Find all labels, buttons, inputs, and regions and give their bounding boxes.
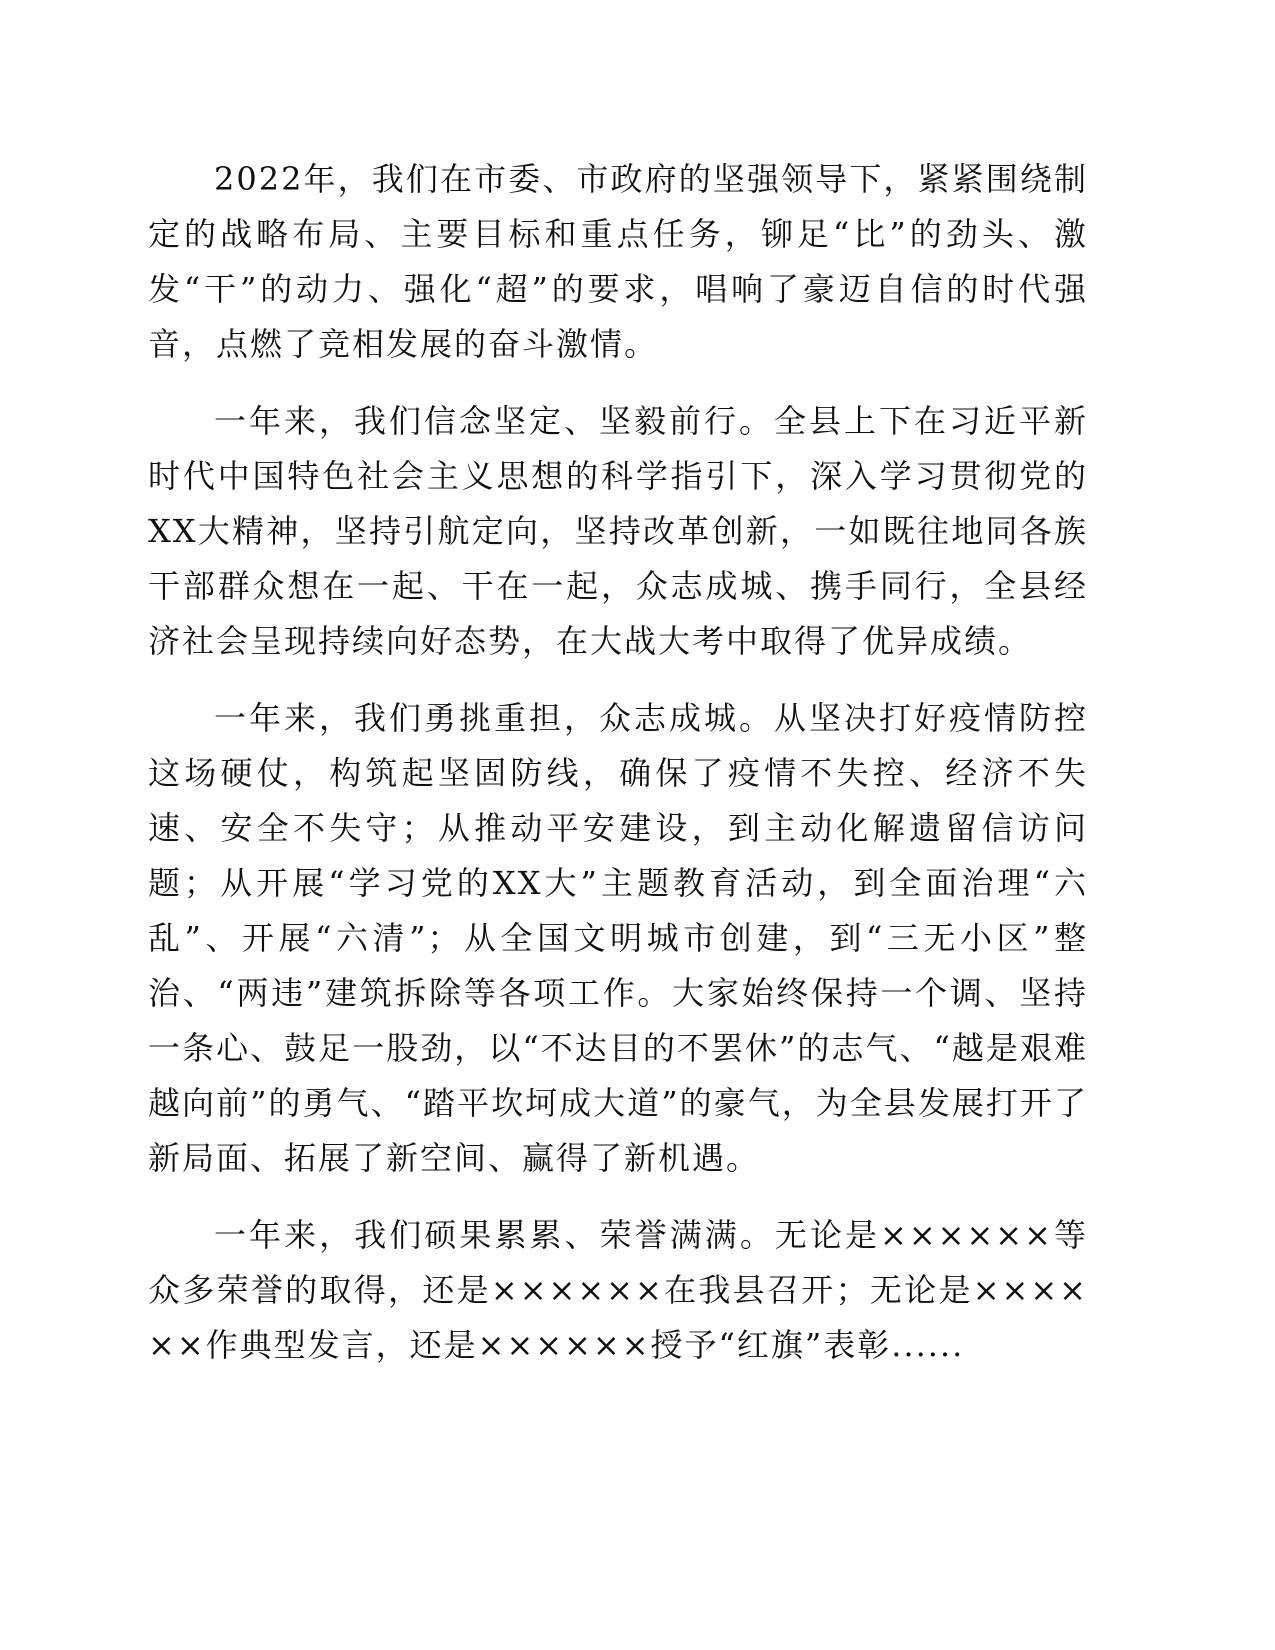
paragraph-belief: 一年来，我们信念坚定、坚毅前行。全县上下在习近平新时代中国特色社会主义思想的科学指引下，深入学习贯彻党的XX大精神，坚持引航定向，坚持改革创新，一如既往地同各族干部群众想在一起、干在一起，众志成城、携手同行，全县经济社会呈现持续向好态势，在大战大考中取得了优异成绩。 xyxy=(148,402,1088,660)
paragraph-intro: 2022年，我们在市委、市政府的坚强领导下，紧紧围绕制定的战略布局、主要目标和重点任务，铆足“比”的劲头、激发“干”的动力、强化“超”的要求，唱响了豪迈自信的时代强音，点燃了竞相发展的奋斗激情。 xyxy=(148,160,1088,363)
document-body xyxy=(148,152,1088,1395)
paragraph-responsibility: 一年来，我们勇挑重担，众志成城。从坚决打好疫情防控这场硬仗，构筑起坚固防线，确保了疫情不失控、经济不失速、安全不失守；从推动平安建设，到主动化解遗留信访问题；从开展“学习党的XX大”主题教育活动，到全面治理“六乱”、开展“六清”；从全国文明城市创建，到“三无小区”整治、“两违”建筑拆除等各项工作。大家始终保持一个调、坚持一条心、鼓足一股劲，以“不达目的不罢休”的志气、“越是艰难越向前”的勇气、“踏平坎坷成大道”的豪气，为全县发展打开了新局面、拓展了新空间、赢得了新机遇。 xyxy=(148,699,1088,1177)
paragraph-achievements: 一年来，我们硕果累累、荣誉满满。无论是××××××等众多荣誉的取得，还是××××××在我县召开；无论是××××××作典型发言，还是××××××授予“红旗”表彰...... xyxy=(148,1216,1088,1364)
